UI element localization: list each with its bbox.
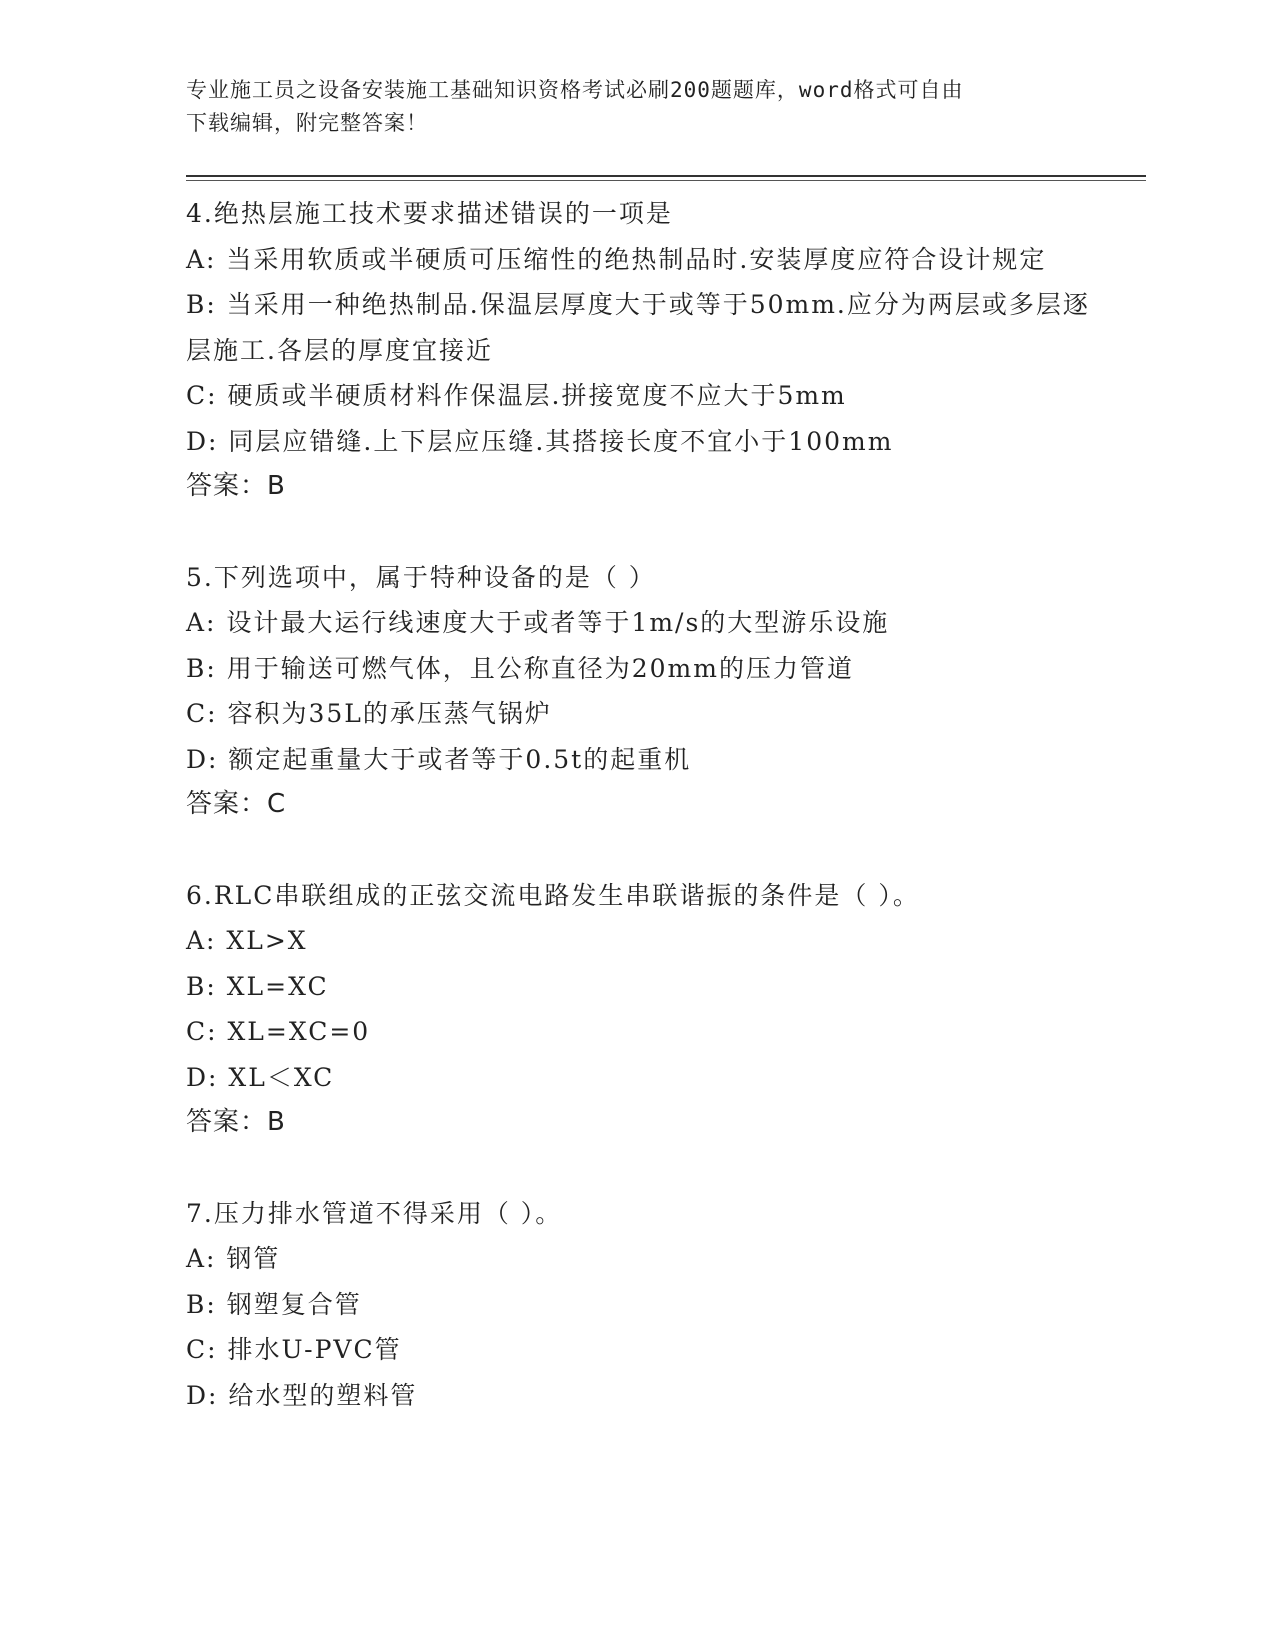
option-c: C: 硬质或半硬质材料作保温层.拼接宽度不应大于5mm: [186, 381, 847, 410]
option-b: B: 当采用一种绝热制品.保温层厚度大于或等于50mm.应分为两层或多层逐层施工.各层的厚度宜接近: [186, 290, 1090, 365]
header-line-1: 专业施工员之设备安装施工基础知识资格考试必刷200题题库，word格式可自由: [186, 78, 964, 102]
header-divider-thin: [186, 180, 1146, 181]
answer-label: 答案：C: [186, 789, 287, 819]
question-stem: 5.下列选项中，属于特种设备的是（ ）: [186, 562, 656, 592]
option-d: D: XL＜XC: [186, 1062, 335, 1092]
question-stem: 6.RLC串联组成的正弦交流电路发生串联谐振的条件是（ ）。: [186, 880, 920, 910]
question-5: [186, 555, 1116, 828]
question-6: [186, 873, 1116, 1146]
question-stem: 4.绝热层施工技术要求描述错误的一项是: [186, 199, 673, 228]
option-d: D: 给水型的塑料管: [186, 1380, 418, 1410]
header-divider-thick: [186, 175, 1146, 177]
option-a: A: 钢管: [186, 1244, 281, 1273]
option-b: B: 钢塑复合管: [186, 1289, 362, 1319]
question-list: [186, 191, 1116, 1463]
option-b: B: 用于输送可燃气体，且公称直径为20mm的压力管道: [186, 653, 854, 683]
option-c: C: 排水U-PVC管: [186, 1335, 402, 1364]
option-c: C: XL=XC=0: [186, 1017, 371, 1046]
answer-label: 答案：B: [186, 471, 286, 501]
option-d: D: 同层应错缝.上下层应压缝.其搭接长度不宜小于100mm: [186, 426, 894, 456]
question-7: [186, 1191, 1116, 1419]
option-b: B: XL=XC: [186, 971, 329, 1001]
document-header: [186, 74, 1086, 140]
option-d: D: 额定起重量大于或者等于0.5t的起重机: [186, 744, 692, 774]
option-a: A: XL>X: [186, 926, 308, 955]
option-a: A: 设计最大运行线速度大于或者等于1m/s的大型游乐设施: [186, 608, 890, 637]
option-c: C: 容积为35L的承压蒸气锅炉: [186, 699, 552, 728]
question-stem: 7.压力排水管道不得采用（ ）。: [186, 1198, 563, 1228]
answer-label: 答案：B: [186, 1107, 286, 1137]
question-4: [186, 191, 1116, 510]
header-line-2: 下载编辑，附完整答案！: [186, 111, 428, 135]
option-a: A: 当采用软质或半硬质可压缩性的绝热制品时.安装厚度应符合设计规定: [186, 244, 1047, 274]
